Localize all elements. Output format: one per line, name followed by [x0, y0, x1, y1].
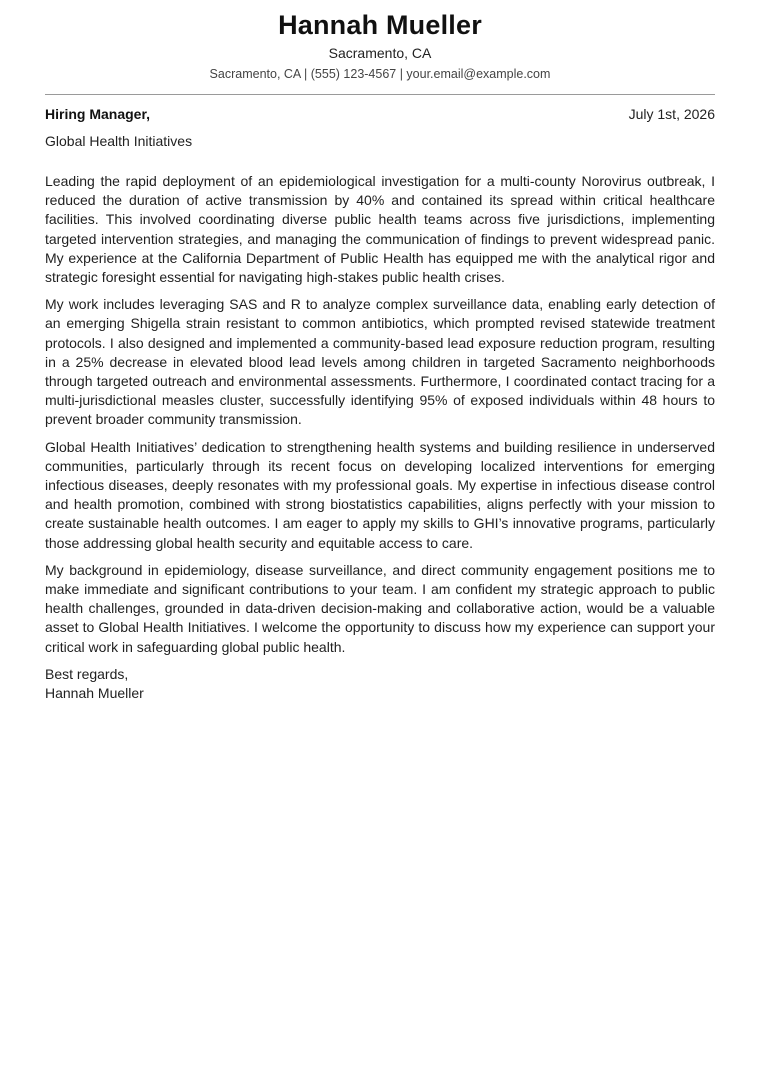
- letter-header: [45, 0, 715, 82]
- letter-body: [45, 172, 715, 657]
- recipient-company: Global Health Initiatives: [45, 133, 193, 149]
- applicant-name: Hannah Mueller: [278, 10, 482, 40]
- body-paragraph-1: Leading the rapid deployment of an epidemiological investigation for a multi-county Norovirus outbreak, I reduced the duration of active transmission by 40% and contained its spread within critical healthcare facilities. This involved coordinating diverse public health teams across five jurisdictions, implementing targeted intervention strategies, and managing the communication of findings to prevent widespread panic. My experience at the California Department of Public Health has equipped me with the analytical rigor and strategic foresight essential for navigating high-stakes public health crises.: [45, 173, 715, 286]
- letter-date: July 1st, 2026: [628, 106, 715, 122]
- recipient-salutation: Hiring Manager,: [45, 106, 151, 122]
- applicant-contact: Sacramento, CA | (555) 123-4567 | your.email@example.com: [209, 67, 551, 81]
- body-paragraph-3: Global Health Initiatives’ dedication to strengthening health systems and building resilience in underserved communities, particularly through its recent focus on developing localized interventions for emerging infectious diseases, deeply resonates with my professional goals. My expertise in infectious disease control and health promotion, combined with strong biostatistics capabilities, aligns perfectly with your mission to create sustainable health outcomes. I am eager to apply my skills to GHI’s innovative programs, particularly those addressing global health security and equitable access to care.: [45, 438, 715, 551]
- header-divider: [45, 94, 715, 95]
- body-paragraph-2: My work includes leveraging SAS and R to analyze complex surveillance data, enabling early detection of an emerging Shigella strain resistant to common antibiotics, which prompted revised statewide treatment protocols. I also designed and implemented a community-based lead exposure reduction program, resulting in a 25% decrease in elevated blood lead levels among children in targeted Sacramento neighborhoods through targeted outreach and environmental assessments. Furthermore, I coordinated contact tracing for a multi-jurisdictional measles cluster, successfully identifying 95% of exposed individuals within 48 hours to prevent broader community transmission.: [45, 296, 715, 428]
- signature-name: Hannah Mueller: [45, 685, 144, 702]
- applicant-location: Sacramento, CA: [328, 45, 432, 61]
- recipient-date-row: [45, 105, 715, 123]
- body-paragraph-4: My background in epidemiology, disease surveillance, and direct community engagement positions me to make immediate and significant contributions to your team. I am confident my strategic approach to public health challenges, grounded in data-driven decision-making and collaborative action, would be a valuable asset to Global Health Initiatives. I welcome the opportunity to discuss how my experience can support your critical work in safeguarding global public health.: [45, 561, 715, 655]
- closing-phrase: Best regards,: [45, 665, 129, 682]
- letter-closing: [45, 665, 715, 703]
